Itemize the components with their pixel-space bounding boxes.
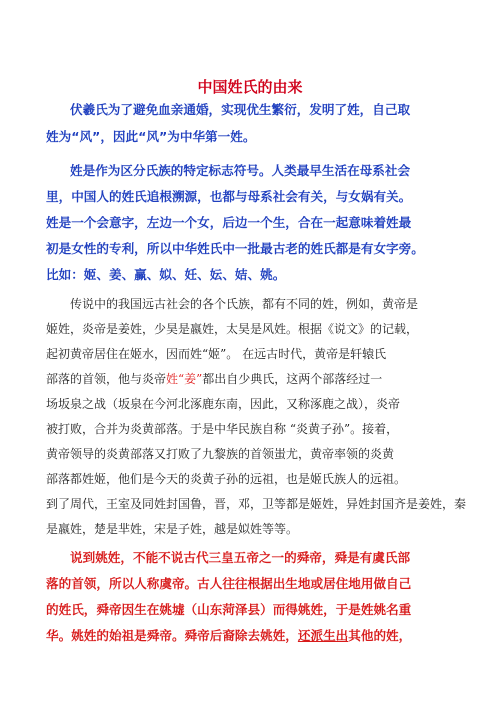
p3-line-8: 部落都姓姬，他们是今天的炎黄子孙的远祖，也是姬氏族人的远祖。 xyxy=(46,472,407,486)
p4-line-1: 说到姚姓，不能不说古代三皇五帝之一的舜帝，舜是有虞氏部 xyxy=(70,550,411,565)
p3-line-7: 黄帝领导的炎黄部落又打败了九黎族的首领蚩尤，黄帝率领的炎黄 xyxy=(46,447,395,461)
p2-line-1: 姓是作为区分氏族的特定标志符号。人类最早生活在母系社会 xyxy=(70,163,411,178)
p4-underlined-text: 还派生出 xyxy=(297,628,349,643)
p1-line-1: 伏羲氏为了避免血亲通婚，实现优生繁衍，发明了姓，自己取 xyxy=(70,102,411,117)
p2-line-3: 姓是一个会意字，左边一个女，后边一个生，合在一起意味着姓最 xyxy=(46,215,412,230)
p3-line-4 xyxy=(46,371,382,387)
p4-line-3: 的姓氏，舜帝因生在姚墟（山东菏泽县）而得姚姓，于是姓姚名重 xyxy=(46,602,412,617)
p3-highlight-jiang: 姓“姜” xyxy=(166,372,203,386)
p3-line-9: 到了周代，王室及同姓封国鲁，晋，邓，卫等都是姬姓，异姓封国齐是姜姓，秦 xyxy=(46,497,467,511)
p4-line-2: 落的首领，所以人称虞帝。古人往往根据出生地或居住地用做自己 xyxy=(46,576,412,591)
p3-line-4-post: 都出自少典氏，这两个部落经过一 xyxy=(202,372,383,386)
p3-line-6: 被打败，合并为炎黄部落。于是中华民族自称 “炎黄子孙”。接着， xyxy=(46,422,399,436)
p3-line-1: 传说中的我国远古社会的各个氏族，都有不同的姓，例如，黄帝是 xyxy=(70,297,419,311)
p3-line-3: 起初黄帝居住在姬水，因而姓“姬”。 在远古时代，黄帝是轩辕氏 xyxy=(46,347,387,361)
p2-line-4: 初是女性的专利，所以中华姓氏中一批最古老的姓氏都是有女字旁。 xyxy=(46,241,424,256)
p3-line-5: 场坂泉之战（坂泉在今河北涿鹿东南，因此，又称涿鹿之战），炎帝 xyxy=(46,397,401,411)
p4-line-4-pre: 华。姚姓的始祖是舜帝。舜帝后裔除去姚姓， xyxy=(46,628,298,643)
p4-line-4 xyxy=(46,628,411,644)
p1-line-2: 姓为“风”，因此“风”为中华第一姓。 xyxy=(46,129,256,144)
p3-line-4-pre: 部落的首领，他与炎帝 xyxy=(46,372,167,386)
p2-line-2: 里，中国人的姓氏追根溯源，也都与母系社会有关，与女娲有关。 xyxy=(46,189,412,204)
p2-line-5: 比如：姬、姜、赢、姒、妊、妘、姞、姚。 xyxy=(46,267,286,282)
p4-line-4-post: 其他的姓， xyxy=(348,628,412,643)
p3-line-10: 是嬴姓，楚是芈姓，宋是子姓，越是姒姓等等。 xyxy=(46,522,299,536)
document-title: 中国姓氏的由来 xyxy=(197,78,303,96)
p3-line-2: 姬姓，炎帝是姜姓，少昊是嬴姓，太昊是风姓。根据《说文》的记载， xyxy=(46,322,419,336)
